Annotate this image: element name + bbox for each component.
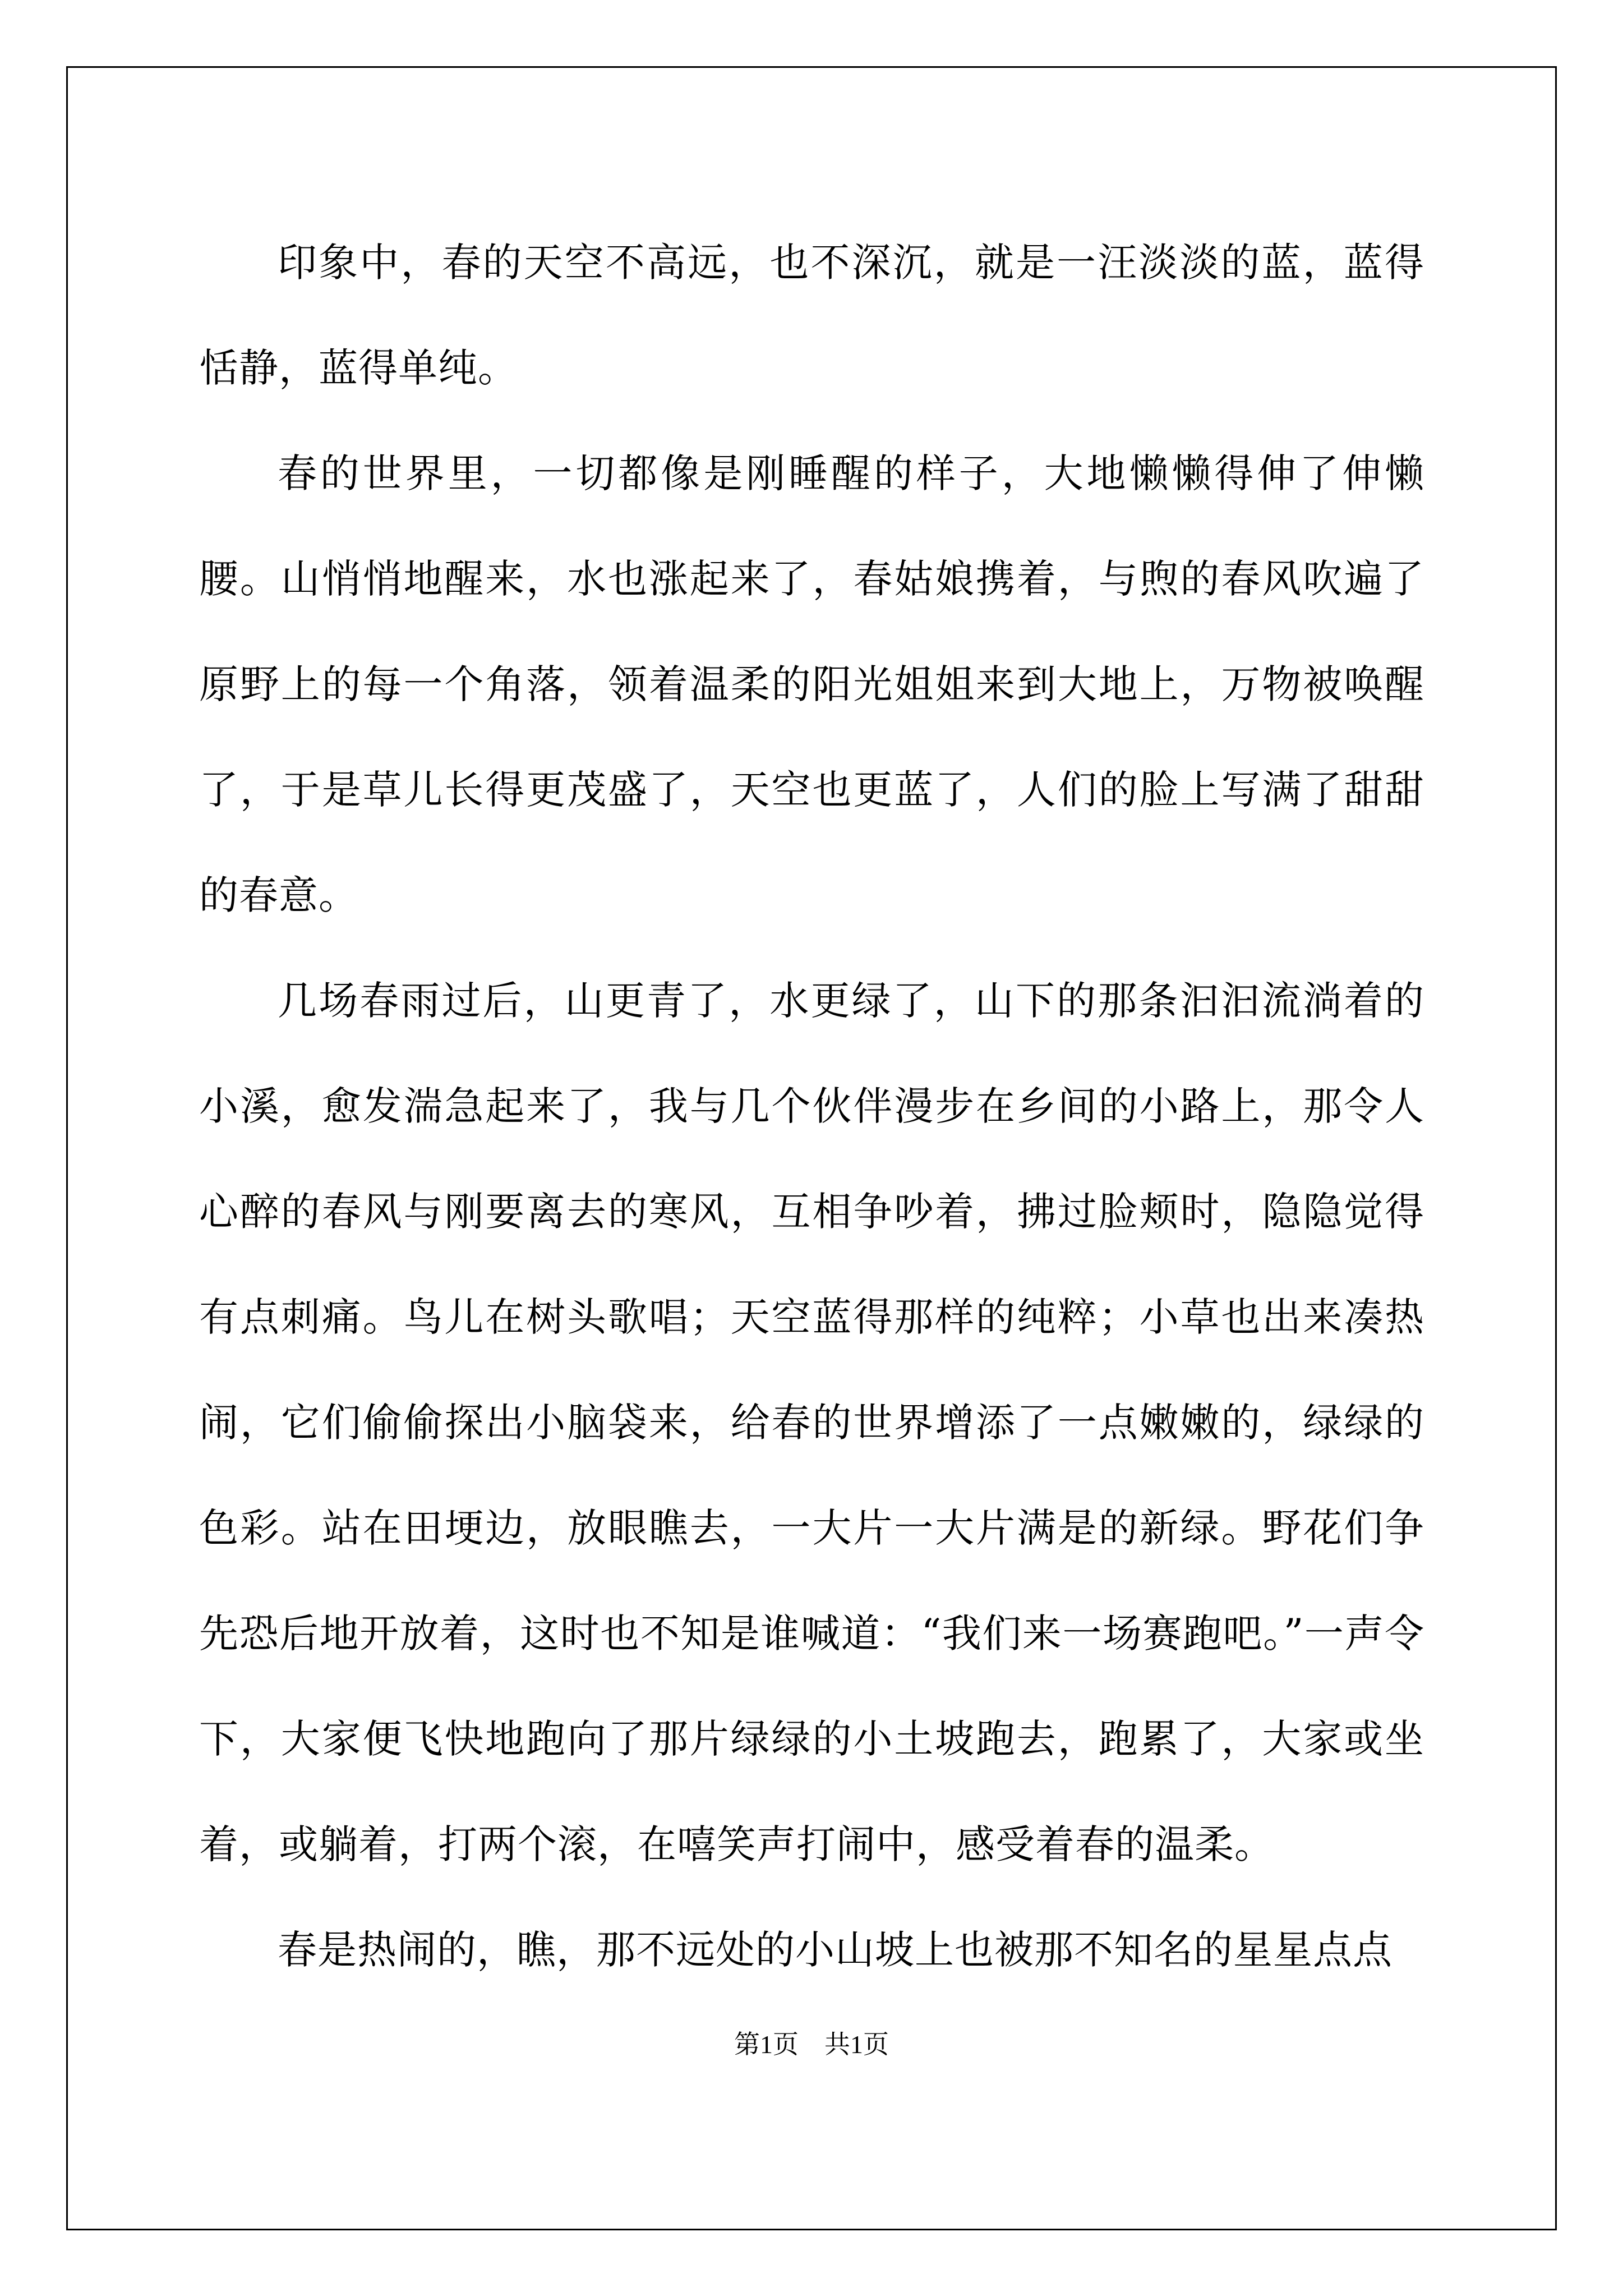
- paragraph-4: 春是热闹的，瞧，那不远处的小山坡上也被那不知名的星星点点: [278, 1927, 1393, 1973]
- paragraph-1: 印象中，春的天空不高远，也不深沉，就是一汪淡淡的蓝，蓝得恬静，蓝得单纯。: [199, 240, 1424, 391]
- paragraph-2: 春的世界里，一切都像是刚睡醒的样子，大地懒懒得伸了伸懒腰。山悄悄地醒来，水也涨起来了，春姑娘携着，与煦的春风吹遍了原野上的每一个角落，领着温柔的阳光姐姐来到大地上，万物被唤醒了，于是草儿长得更茂盛了，天空也更蓝了，人们的脸上写满了甜甜的春意。: [199, 450, 1424, 918]
- document-body: [199, 210, 1424, 2003]
- page-footer: 第1页 共1页: [734, 2030, 889, 2059]
- paragraph-3: 几场春雨过后，山更青了，水更绿了，山下的那条汩汩流淌着的小溪，愈发湍急起来了，我与几个伙伴漫步在乡间的小路上，那令人心醉的春风与刚要离去的寒风，互相争吵着，拂过脸颊时，隐隐觉得有点刺痛。鸟儿在树头歌唱；天空蓝得那样的纯粹；小草也出来凑热闹，它们偷偷探出小脑袋来，给春的世界增添了一点嫩嫩的，绿绿的色彩。站在田埂边，放眼瞧去，一大片一大片满是的新绿。野花们争先恐后地开放着，这时也不知是谁喊道：“我们来一场赛跑吧。”一声令下，大家便飞快地跑向了那片绿绿的小土坡跑去，跑累了，大家或坐着，或躺着，打两个滚，在嘻笑声打闹中，感受着春的温柔。: [199, 978, 1424, 1867]
